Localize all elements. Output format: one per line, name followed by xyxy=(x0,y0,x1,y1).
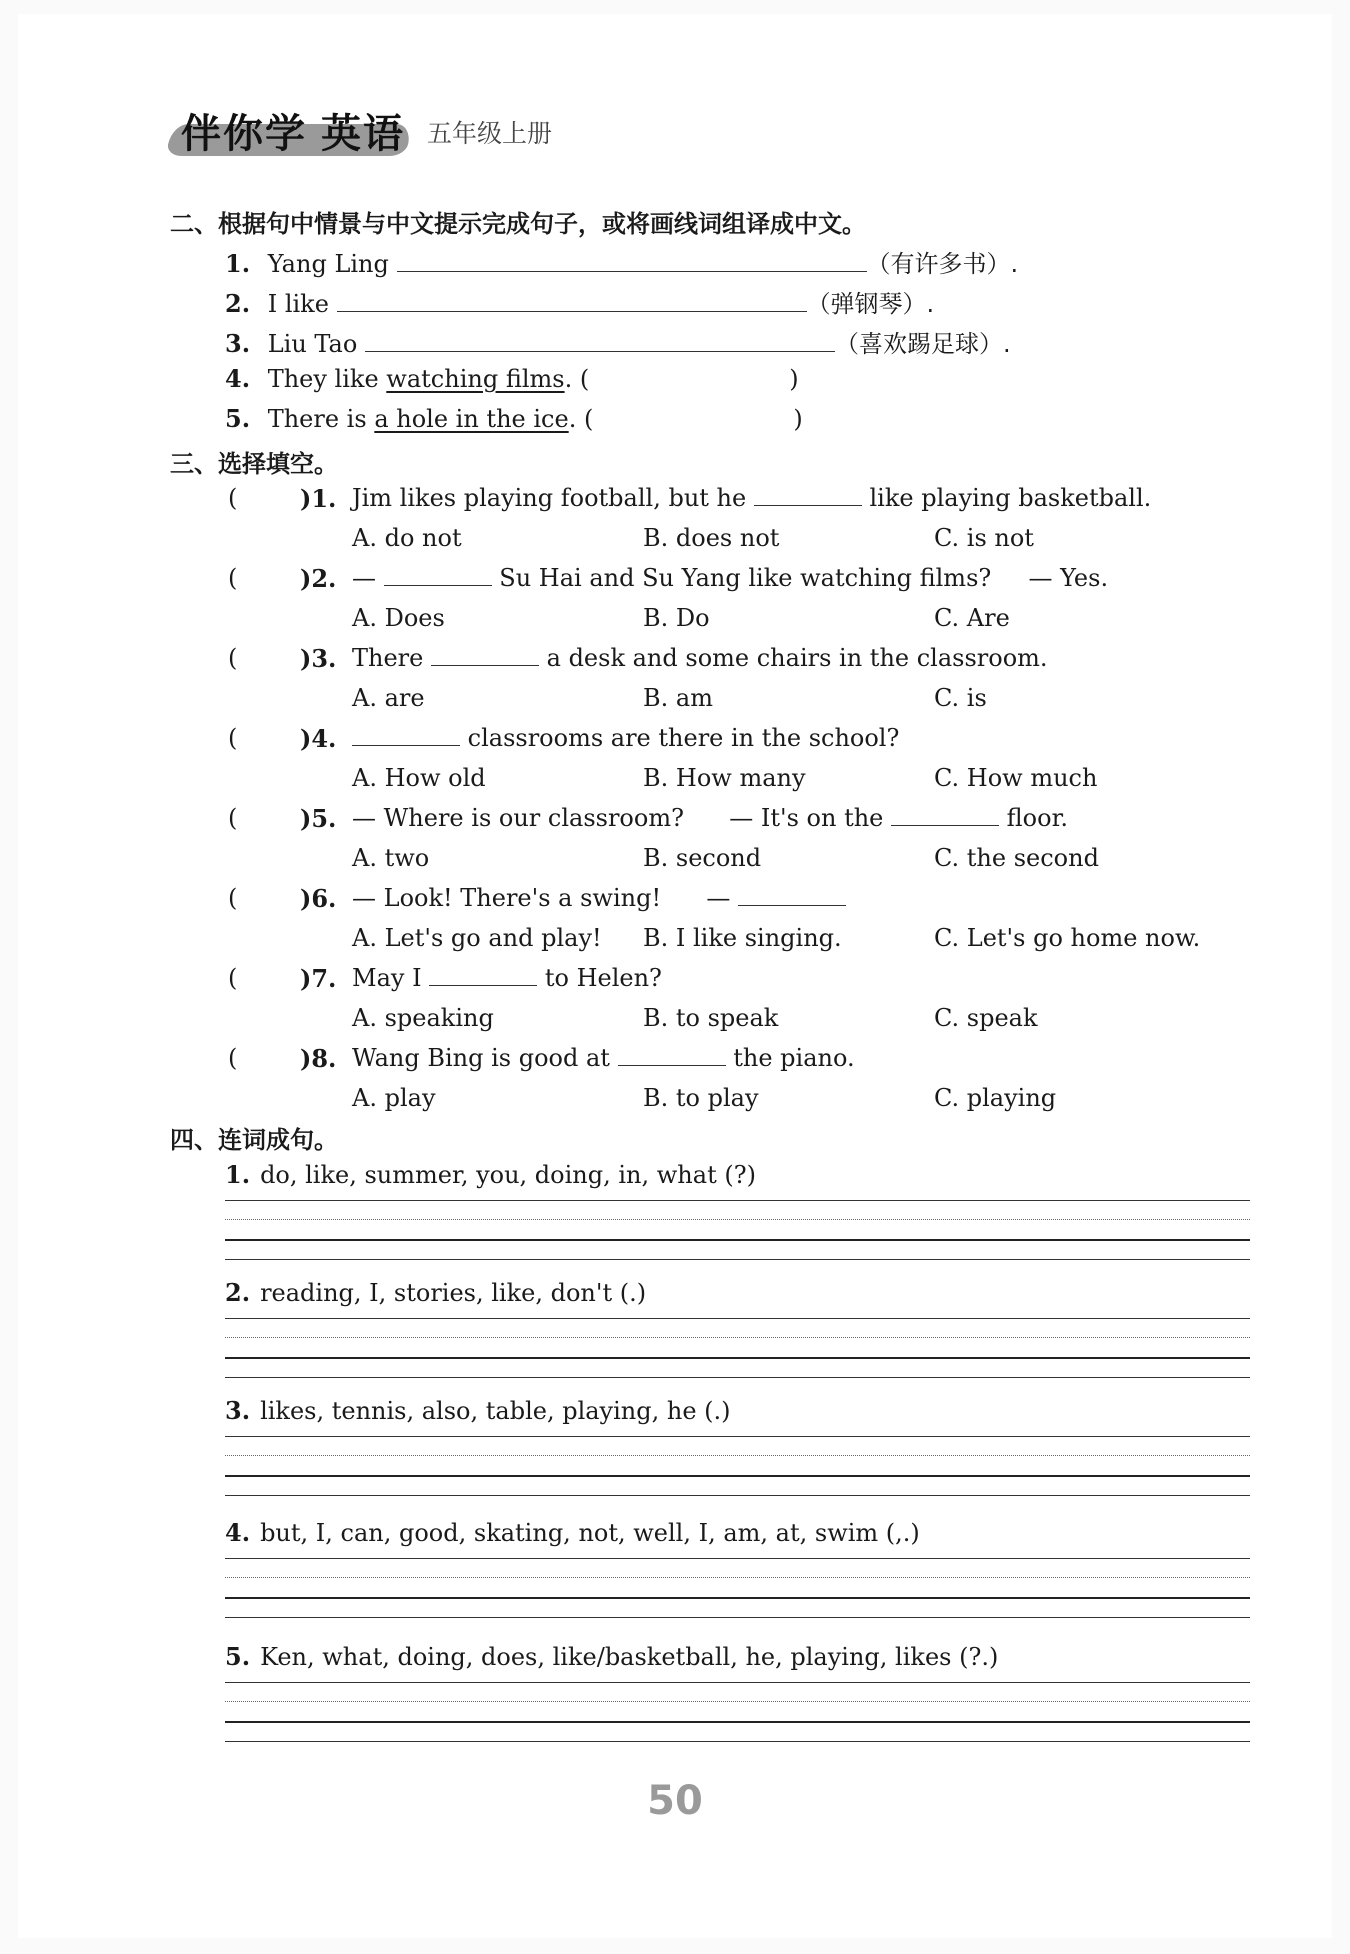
q4-option-c[interactable]: C. How much xyxy=(934,764,1098,792)
q1-option-b[interactable]: B. does not xyxy=(643,524,780,552)
answer-paren[interactable]: ( xyxy=(228,724,238,752)
section2-heading: 二、根据句中情景与中文提示完成句子，或将画线词组译成中文。 xyxy=(170,210,866,238)
q-number: )2. xyxy=(300,564,337,593)
q3-option-a[interactable]: A. are xyxy=(352,684,425,712)
section3-heading: 三、选择填空。 xyxy=(170,450,338,478)
section4-heading: 四、连词成句。 xyxy=(170,1126,338,1154)
q-number: )5. xyxy=(300,804,337,833)
q7-stem: May I to Helen? xyxy=(352,964,662,992)
s4-item-5: 5. Ken, what, doing, does, like/basketball, he, playing, likes (?.) xyxy=(225,1642,999,1671)
q6-option-a[interactable]: A. Let's go and play! xyxy=(352,924,602,952)
s4-item-2: 2. reading, I, stories, like, don't (.) xyxy=(225,1278,647,1307)
answer-blank[interactable] xyxy=(754,485,862,506)
answer-blank[interactable] xyxy=(384,565,492,586)
s2-item-3: 3. Liu Tao （喜欢踢足球）. xyxy=(225,329,1011,358)
answer-blank[interactable] xyxy=(431,645,539,666)
answer-paren[interactable]: ( xyxy=(228,884,238,912)
s2-item-1: 1. Yang Ling （有许多书）. xyxy=(225,249,1019,278)
s4-item-3: 3. likes, tennis, also, table, playing, he (.) xyxy=(225,1396,731,1425)
q6-option-c[interactable]: C. Let's go home now. xyxy=(934,924,1201,952)
q5-option-c[interactable]: C. the second xyxy=(934,844,1099,872)
answer-blank[interactable] xyxy=(397,251,867,272)
q5-option-b[interactable]: B. second xyxy=(643,844,762,872)
q7-option-b[interactable]: B. to speak xyxy=(643,1004,779,1032)
answer-paren[interactable]: ( xyxy=(228,804,238,832)
q2-option-b[interactable]: B. Do xyxy=(643,604,710,632)
answer-writing-lines[interactable] xyxy=(225,1318,1250,1386)
q-number: )6. xyxy=(300,884,337,913)
s2-item-5: 5. There is a hole in the ice. ( ) xyxy=(225,404,803,433)
answer-writing-lines[interactable] xyxy=(225,1436,1250,1504)
answer-paren[interactable]: ( xyxy=(228,484,238,512)
brand-text-part2: 英语 xyxy=(321,111,405,157)
q-number: )4. xyxy=(300,724,337,753)
q3-stem: There a desk and some chairs in the classroom. xyxy=(352,644,1048,672)
q-number: )8. xyxy=(300,1044,337,1073)
answer-blank[interactable] xyxy=(365,331,835,352)
answer-paren[interactable]: ( xyxy=(228,644,238,672)
answer-paren[interactable]: ( xyxy=(228,964,238,992)
underlined-phrase: a hole in the ice xyxy=(374,405,569,433)
grade-label: 五年级上册 xyxy=(427,119,553,148)
page-number: 50 xyxy=(647,1778,703,1824)
answer-blank[interactable] xyxy=(352,725,460,746)
answer-paren[interactable]: ( xyxy=(228,564,238,592)
page-header xyxy=(165,96,625,166)
q8-stem: Wang Bing is good at the piano. xyxy=(352,1044,855,1072)
s2-item-4: 4. They like watching films. ( ) xyxy=(225,364,799,393)
brand-text-part1: 伴你学 xyxy=(181,111,307,157)
answer-blank[interactable] xyxy=(429,965,537,986)
q1-option-a[interactable]: A. do not xyxy=(352,524,462,552)
answer-paren[interactable]: ( xyxy=(228,1044,238,1072)
brand-logo xyxy=(181,102,405,159)
q-number: )7. xyxy=(300,964,337,993)
q3-option-b[interactable]: B. am xyxy=(643,684,713,712)
underlined-phrase: watching films xyxy=(386,365,565,393)
q5-stem: — Where is our classroom? — It's on the floor. xyxy=(352,804,1069,832)
q8-option-c[interactable]: C. playing xyxy=(934,1084,1057,1112)
answer-blank[interactable] xyxy=(891,805,999,826)
answer-writing-lines[interactable] xyxy=(225,1558,1250,1626)
q8-option-b[interactable]: B. to play xyxy=(643,1084,759,1112)
q3-option-c[interactable]: C. is xyxy=(934,684,987,712)
q6-option-b[interactable]: B. I like singing. xyxy=(643,924,842,952)
q1-stem: Jim likes playing football, but he like playing basketball. xyxy=(352,484,1152,512)
q4-option-a[interactable]: A. How old xyxy=(352,764,486,792)
q-number: )1. xyxy=(300,484,337,513)
q6-stem: — Look! There's a swing! — xyxy=(352,884,846,912)
q8-option-a[interactable]: A. play xyxy=(352,1084,436,1112)
q2-option-a[interactable]: A. Does xyxy=(352,604,445,632)
answer-writing-lines[interactable] xyxy=(225,1200,1250,1268)
q4-stem: classrooms are there in the school? xyxy=(352,724,899,752)
answer-blank[interactable] xyxy=(618,1045,726,1066)
q2-stem: — Su Hai and Su Yang like watching films? — Yes. xyxy=(352,564,1109,592)
q4-option-b[interactable]: B. How many xyxy=(643,764,806,792)
s4-item-1: 1. do, like, summer, you, doing, in, what (?) xyxy=(225,1160,756,1189)
answer-blank[interactable] xyxy=(738,885,846,906)
answer-writing-lines[interactable] xyxy=(225,1682,1250,1750)
q7-option-a[interactable]: A. speaking xyxy=(352,1004,494,1032)
q1-option-c[interactable]: C. is not xyxy=(934,524,1034,552)
q2-option-c[interactable]: C. Are xyxy=(934,604,1010,632)
q7-option-c[interactable]: C. speak xyxy=(934,1004,1038,1032)
q5-option-a[interactable]: A. two xyxy=(352,844,430,872)
q-number: )3. xyxy=(300,644,337,673)
s4-item-4: 4. but, I, can, good, skating, not, well, I, am, at, swim (,.) xyxy=(225,1518,920,1547)
s2-item-2: 2. I like （弹钢琴）. xyxy=(225,289,935,318)
answer-blank[interactable] xyxy=(337,291,807,312)
